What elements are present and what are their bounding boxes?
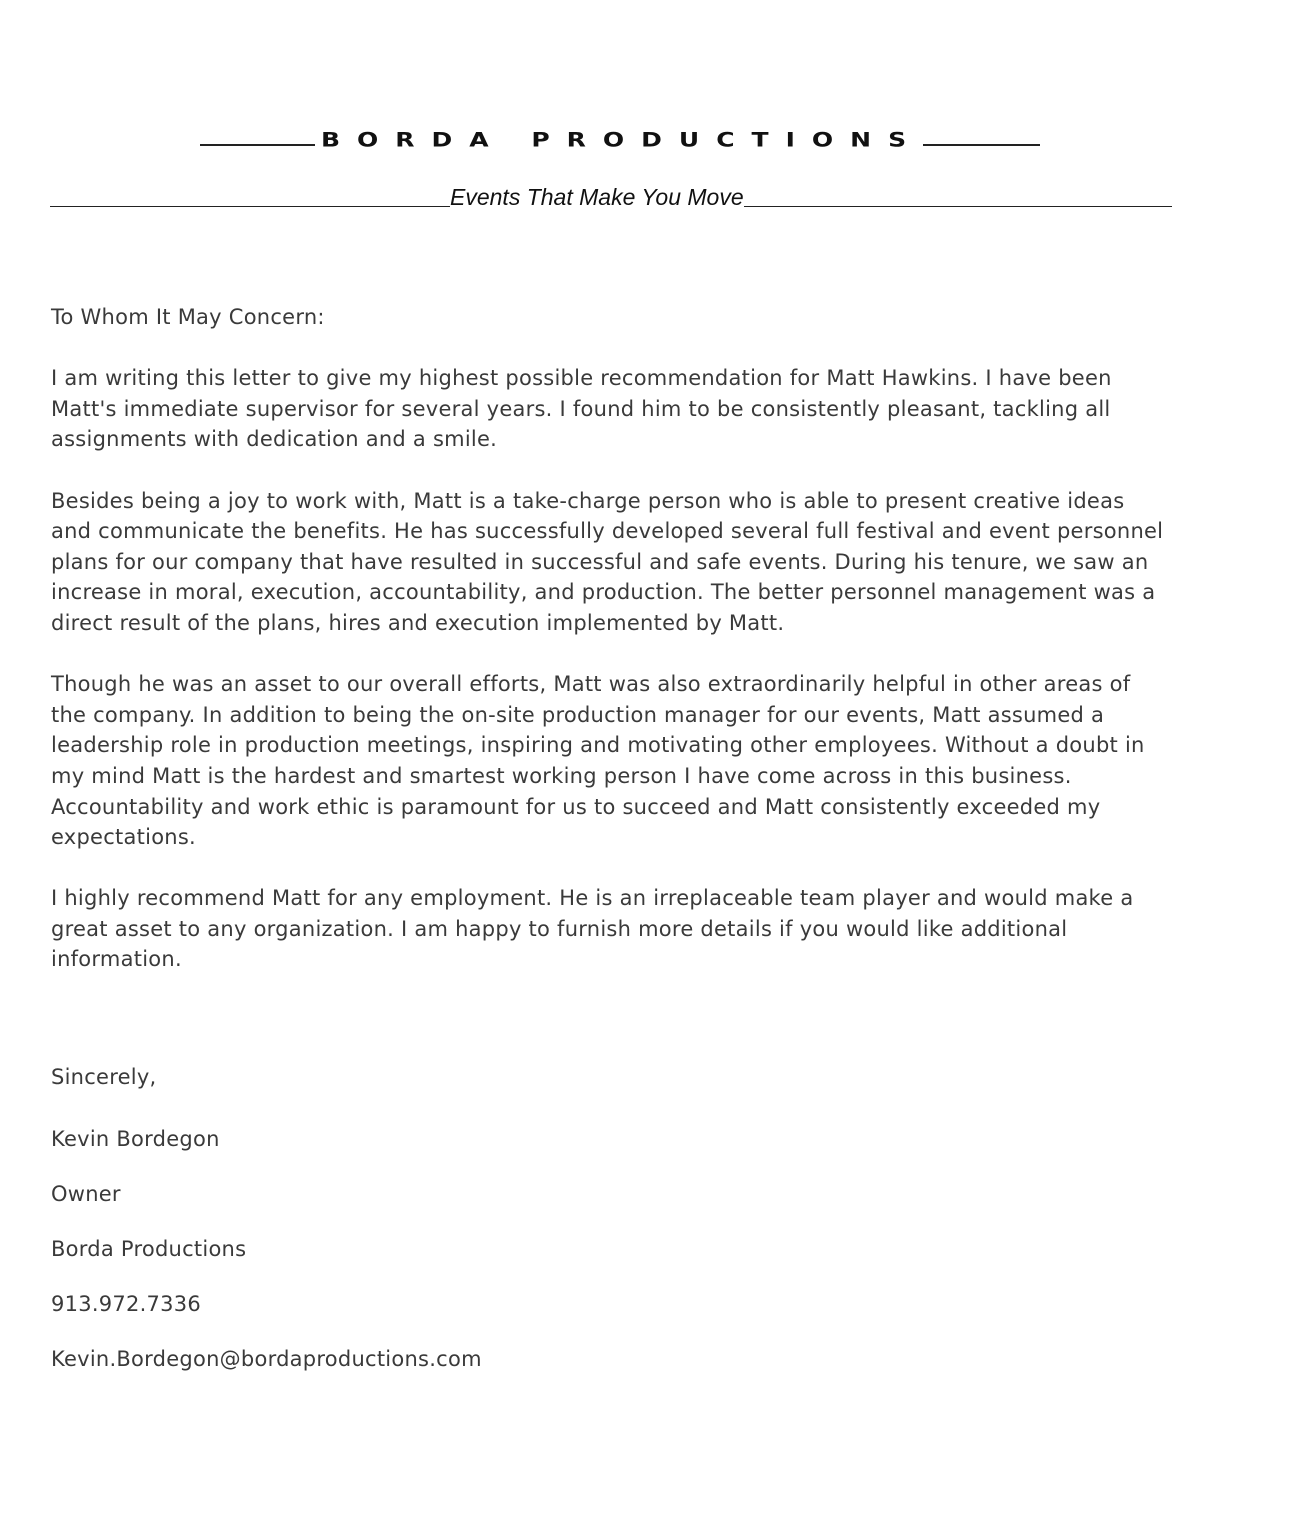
signer-email: Kevin.Bordegon@bordaproductions.com	[51, 1347, 482, 1371]
letterhead-company-line	[200, 112, 1040, 152]
body-paragraph: I am writing this letter to give my highest possible recommendation for Matt Hawkins. I have been Matt's immediate supervisor for several years. I found him to be consistently pleasant, tackling all assignments with dedication and a smile.	[51, 366, 1112, 452]
letter-body	[51, 302, 1221, 1006]
company-name: BORDA PRODUCTIONS	[320, 128, 924, 152]
tagline-rule-right	[744, 206, 1172, 208]
header-rule-left	[200, 144, 315, 146]
body-paragraph: Besides being a joy to work with, Matt is a take-charge person who is able to present creative ideas and communicate the benefits. He has successfully developed several full festival and event personnel plans for our company that have resulted in successful and safe events. During his tenure, we saw an increase in moral, execution, accountability, and production. The better personnel management was a direct result of the plans, hires and execution implemented by Matt.	[51, 488, 1164, 635]
letterhead-tagline-line	[50, 180, 1190, 212]
signer-company: Borda Productions	[51, 1237, 247, 1261]
body-paragraph: Though he was an asset to our overall efforts, Matt was also extraordinarily helpful in other areas of the company. In addition to being the on-site production manager for our events, Matt assumed a leadership role in production meetings, inspiring and motivating other employees. Without a doubt in my mind Matt is the hardest and smartest working person I have come across in this business. Accountability and work ethic is paramount for us to succeed and Matt consistently exceeded my expectations.	[51, 672, 1145, 850]
signer-phone: 913.972.7336	[51, 1292, 201, 1316]
signer-title: Owner	[51, 1182, 121, 1206]
tagline-rule-left	[50, 206, 450, 208]
body-paragraph: I highly recommend Matt for any employment. He is an irreplaceable team player and would make a great asset to any organization. I am happy to furnish more details if you would like additional information.	[51, 886, 1134, 972]
signer-name: Kevin Bordegon	[51, 1127, 220, 1151]
salutation: To Whom It May Concern:	[51, 305, 325, 329]
header-rule-right	[923, 144, 1040, 146]
tagline: Events That Make You Move	[450, 184, 744, 210]
closing: Sincerely,	[51, 1065, 157, 1089]
